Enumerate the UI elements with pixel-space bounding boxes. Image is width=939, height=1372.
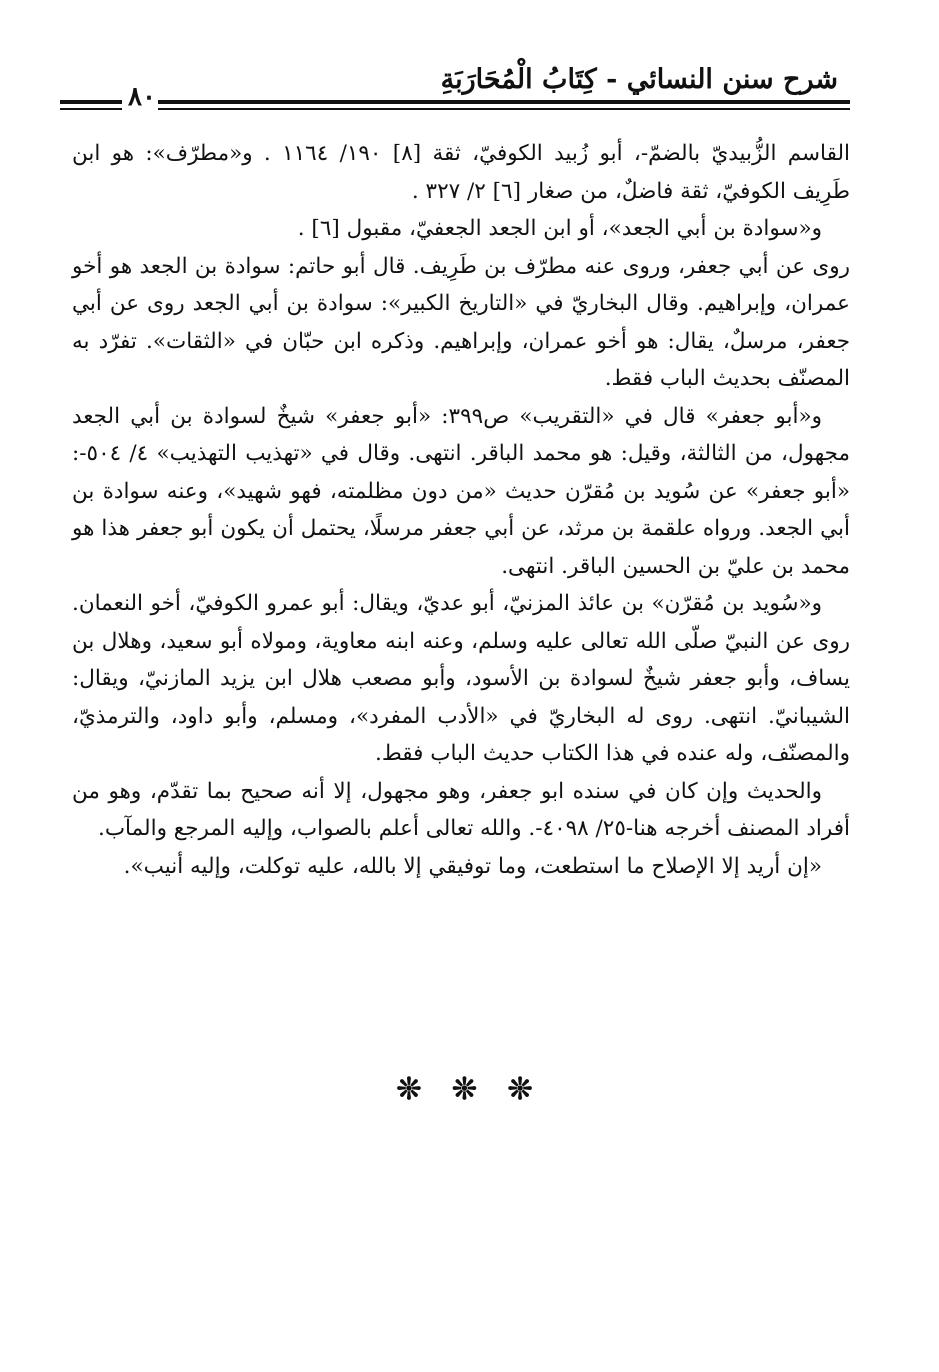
paragraph-closing-quote: «إن أريد إلا الإصلاح ما استطعت، وما توفيقي إلا بالله، عليه توكلت، وإليه أنيب».	[123, 853, 822, 879]
paragraph-suwaid: و«سُويد بن مُقرّن» بن عائذ المزنيّ، أبو عديّ، ويقال: أبو عمرو الكوفيّ، أخو النعمان. روى عن النبيّ صلّى الله تعالى عليه وسلم، وعنه ابنه معاوية، ومولاه أبو سعيد، وهلال بن يساف، وأبو جعفر شيخٌ لسوادة بن الأسود، وأبو مصعب هلال ابن يزيد المازنيّ، ويقال: الشيبانيّ. انتهى. روى له البخاريّ في «الأدب المفرد»، ومسلم، وأبو داود، والترمذيّ، والمصنّف، وله عنده في هذا الكتاب حديث الباب فقط.	[72, 591, 850, 766]
paragraph-abu-jafar: و«أبو جعفر» قال في «التقريب» ص٣٩٩: «أبو جعفر» شيخٌ لسوادة بن أبي الجعد مجهول، من الثالثة، وقيل: هو محمد الباقر. انتهى. وقال في «تهذيب التهذيب» ٤/ ٥٠٤-: «أبو جعفر» عن سُويد بن مُقرّن حديث «من دون مظلمته، فهو شهيد»، وعنه سوادة بن أبي الجعد. ورواه علقمة بن مرثد، عن أبي جعفر مرسلًا، يحتمل أن يكون أبو جعفر هذا هو محمد بن عليّ بن الحسين الباقر. انتهى.	[72, 403, 850, 579]
paragraph-hadith-ruling: والحديث وإن كان في سنده ابو جعفر، وهو مجهول، إلا أنه صحيح بما تقدّم، وهو من أفراد المصنف أخرجه هنا-٢٥/ ٤٠٩٨-. والله تعالى أعلم بالصواب، وإليه المرجع والمآب.	[72, 778, 850, 841]
header-rule-left-thick	[60, 100, 122, 104]
header-rule-left-thin	[60, 108, 122, 110]
paragraph-narrators: القاسم الزُّبيديّ بالضمّ-، أبو زُبيد الكوفيّ، ثقة [٨] ١٩٠/ ١١٦٤ . و«مطرّف»: هو ابن طَرِيف الكوفيّ، ثقة فاضلٌ، من صغار [٦] ٢/ ٣٢٧ .	[72, 141, 850, 204]
body-text	[72, 135, 850, 885]
header-rule-right-thin	[158, 108, 850, 110]
section-end-ornament: ❊ ❊ ❊	[396, 1072, 543, 1107]
running-header	[60, 62, 850, 110]
page-number: ٨٠	[128, 82, 156, 112]
header-title: شرح سنن النسائي - كِتَابُ الْمُحَارَبَةِ	[440, 64, 838, 95]
header-rule-right-thick	[158, 100, 850, 104]
paragraph-sawada-bio: روى عن أبي جعفر، وروى عنه مطرّف بن طَرِيف. قال أبو حاتم: سوادة بن الجعد هو أخو عمران، وإبراهيم. وقال البخاريّ في «التاريخ الكبير»: سوادة بن أبي الجعد روى عن أبي جعفر، مرسلٌ، يقال: هو أخو عمران، وإبراهيم. وذكره ابن حبّان في «الثقات». تفرّد به المصنّف بحديث الباب فقط.	[72, 253, 850, 391]
paragraph-sawada: و«سوادة بن أبي الجعد»، أو ابن الجعد الجعفيّ، مقبول [٦] .	[297, 216, 822, 241]
